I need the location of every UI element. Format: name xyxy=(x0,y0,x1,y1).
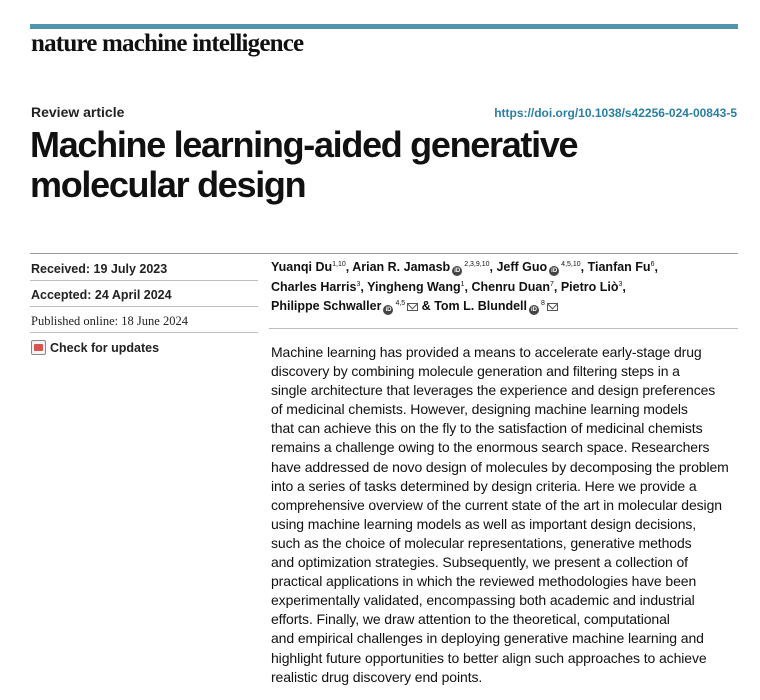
article-title xyxy=(30,125,730,205)
check-for-updates-button[interactable] xyxy=(31,340,159,355)
title-line: Machine learning-aided generative xyxy=(30,124,578,165)
author-name[interactable]: Yuanqi Du xyxy=(271,260,333,274)
abstract-line: into a series of tasks determined by design criteria. Here we provide a xyxy=(271,477,697,494)
author-name[interactable]: Jeff Guo xyxy=(496,260,548,274)
divider xyxy=(30,253,738,254)
accepted-date: Accepted: 24 April 2024 xyxy=(31,288,172,302)
abstract-line: remains a challenge owing to the enormous search space. Researchers xyxy=(271,439,710,456)
email-icon[interactable] xyxy=(547,303,558,311)
affiliation-sup: 3 xyxy=(356,280,361,288)
abstract-line: discovery by combining molecule generation and filtering steps in a xyxy=(271,363,680,380)
author-name[interactable]: Chenru Duan xyxy=(471,279,550,294)
abstract-line: highlight future opportunities to better align such approaches to achieve xyxy=(271,649,707,666)
divider xyxy=(30,306,258,307)
received-date: Received: 19 July 2023 xyxy=(31,262,168,276)
divider xyxy=(269,328,738,329)
email-icon[interactable] xyxy=(407,303,418,311)
affiliation-sup: 3 xyxy=(618,280,623,288)
published-date: Published online: 18 June 2024 xyxy=(31,314,188,328)
affiliation-sup: 2,3,9,10 xyxy=(464,261,490,268)
divider xyxy=(30,332,258,333)
abstract-line: of medicinal chemists. However, designing machine learning models xyxy=(271,401,688,418)
check-for-updates-label: Check for updates xyxy=(50,340,160,355)
affiliation-sup: 7 xyxy=(549,280,554,288)
affiliation-sup: 4,5 xyxy=(395,300,406,307)
orcid-icon[interactable]: iD xyxy=(385,307,392,313)
abstract-line: single architecture that leverages the experience and design preferences xyxy=(271,382,716,399)
author-list: Yuanqi Du$^{1,10}$, Arian R. Jamasb iD$^{2,3,9,10}$, Jeff Guo iD$^{4,5,10}$, Tianfan Fu$^6$, Charles Harris$^3$, Yingheng Wang$^1$, Chenru Duan$^7$, Pietro Liò$^3$, Philippe Schwaller iD$^{4,5}$ & Tom L. Blundell $iD^8$ xyxy=(271,260,658,313)
affiliation-sup: 4,5,10 xyxy=(561,261,581,268)
author-name[interactable]: Philippe Schwaller xyxy=(271,299,382,313)
abstract-line: comprehensive overview of the current state of the art in molecular design xyxy=(271,496,722,513)
abstract-line: and optimization strategies. Subsequently, we present a collection of xyxy=(271,554,688,571)
abstract-line: efforts. Finally, we draw attention to the theoretical, computational xyxy=(271,611,670,628)
abstract xyxy=(271,343,739,687)
affiliation-sup: 8 xyxy=(541,300,545,307)
divider xyxy=(30,280,258,281)
check-updates-icon xyxy=(31,340,46,355)
affiliation-sup: 6 xyxy=(650,261,655,268)
orcid-icon[interactable]: iD xyxy=(454,268,461,274)
abstract-line: and empirical challenges in deploying generative machine learning and xyxy=(271,630,704,647)
title-line: molecular design xyxy=(30,164,306,205)
author-name[interactable]: Yingheng Wang xyxy=(367,279,461,294)
abstract-line: practical applications in which the reviewed methodologies have been xyxy=(271,573,697,590)
doi-link[interactable]: https://doi.org/10.1038/s42256-024-00843-5 xyxy=(494,106,737,120)
affiliation-sup: 1,10 xyxy=(332,261,346,268)
author-name[interactable]: Arian R. Jamasb xyxy=(352,260,451,274)
author-name[interactable]: Charles Harris xyxy=(271,279,357,294)
abstract-line: Machine learning has provided a means to accelerate early-stage drug xyxy=(271,344,702,360)
author-name[interactable]: Tianfan Fu xyxy=(587,260,651,274)
abstract-line: experimentally validated, encompassing both academic and industrial xyxy=(271,592,695,609)
affiliation-sup: 1 xyxy=(460,280,465,288)
journal-name: nature machine intelligence xyxy=(31,30,304,57)
abstract-line: have addressed de novo design of molecules by decomposing the problem xyxy=(271,458,729,475)
journal-accent-bar xyxy=(30,24,738,29)
abstract-line: using machine learning models as well as important design decisions, xyxy=(271,515,697,532)
orcid-icon[interactable]: iD xyxy=(551,268,558,274)
author-name[interactable]: Pietro Liò xyxy=(560,279,619,294)
abstract-line: realistic drug discovery end points. xyxy=(271,668,483,685)
abstract-line: such as the choice of molecular representations, generative methods xyxy=(271,534,692,551)
author-name[interactable]: Tom L. Blundell xyxy=(434,299,528,313)
and-separator: & xyxy=(421,299,431,313)
article-type: Review article xyxy=(31,104,125,120)
orcid-icon[interactable]: iD xyxy=(531,307,538,313)
abstract-line: that can achieve this on the fly to the satisfaction of medicinal chemists xyxy=(271,420,703,437)
